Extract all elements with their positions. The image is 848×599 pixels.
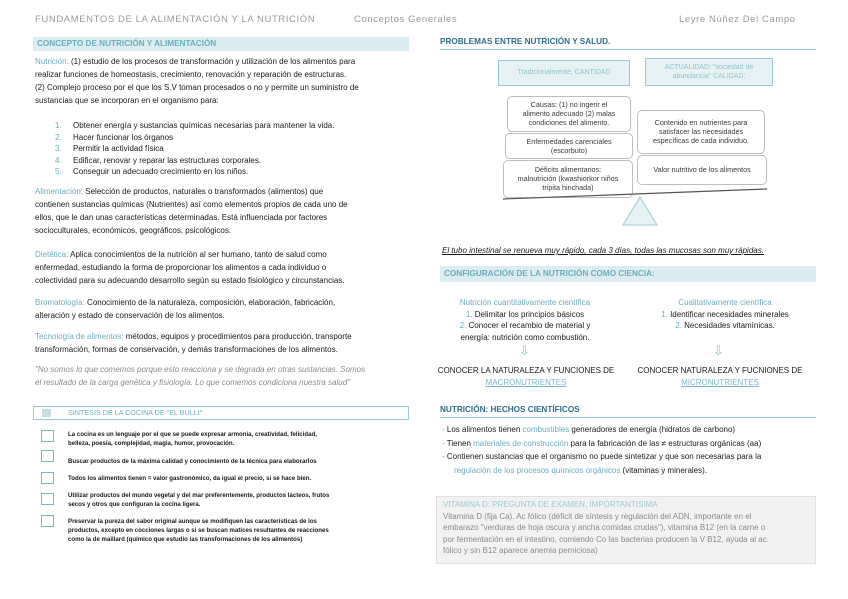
nutricion-label: Nutrición: [35,57,69,66]
qual-title: Cualitativamente científica [678,298,772,307]
vitamina-box [436,496,816,564]
tag-traditional: Tradicionalmente, CANTIDAD [498,60,630,86]
tecnologia-text: transformación, formas de conservación, y demás transformaciones de los alimentos. [35,345,338,354]
bulli-item: Buscar productos de la máxima calidad y conocimiento de la técnica para elaborarlos [68,458,317,465]
alimentacion-label: Alimentación: [35,187,84,196]
tube-note: El tubo intestinal se renueva muy rápido, cada 3 días, todas las mucosas son muy rápidas. [442,246,764,255]
bromatologia-label: Bromatología: [35,298,85,307]
conocer-macro [436,365,616,388]
balance-box-valor: Valor nutritivo de los alimentos [637,155,767,185]
list-item: 4. Edificar, renovar y reparar las estructuras corporales. [55,155,262,165]
balance-box-contenido: Contenido en nutrientes para satisfacer las necesidades específicas de cada individuo. [637,110,765,154]
bulli-item: Preservar la pureza del sabor original aunque se modifiquen las características de los productos, excepto en cocciones largas o si se buscan matices resultantes de reacciones como la de maillard (químico que estudio las transformaciones de los alimentos) [68,518,329,543]
nutricion-text: (1) estudio de los procesos de transformación y utilización de los alimentos para [68,57,356,66]
bulli-item: Todos los alimentos tienen = valor gastronómico, da igual el precio, si se hace bien. [68,475,312,482]
alimentacion-text: Selección de productos, naturales o transformados (alimentos) que [83,187,324,196]
tag-current: ACTUALIDAD: "sociedad de abundancia" CALIDAD: [645,58,773,86]
list-item: - Los alimentos tienen combustibles generadores de energía (hidratos de carbono) [442,425,736,434]
balance-beam [503,189,767,199]
tecnologia-label: Tecnología de alimentos: [35,332,124,341]
checkbox[interactable] [41,515,54,527]
list-item: - Tienen materiales de construcción para la fabricación de las ≠ estructuras orgánicas (aa) [442,438,762,448]
arrow-down-icon: ⇩ [713,343,724,358]
section-title-problemas: PROBLEMAS ENTRE NUTRICIÓN Y SALUD. [440,37,816,50]
list-item: 2. Necesidades vitamínicas. [675,321,775,330]
list-item-cont: regulación de los procesos químicos orgánicos (vitaminas y minerales). [454,465,707,475]
section-title-concepto: CONCEPTO DE NUTRICIÓN Y ALIMENTACIÓN [33,37,409,51]
balance-scale [495,185,785,235]
list-item: 1. Identificar necesidades minerales [661,309,789,319]
nutricion-text: sustancias que se incorporan en el organismo para: [35,96,219,105]
header-author: Leyre Núñez Del Campo [679,14,796,25]
dietetica-text: colectividad para su adecuando desarrollo según su estado fisiológico y circunstancias. [35,276,345,285]
alimentacion-paragraph [35,185,425,237]
quote-line: "No somos lo que comemos porque esto reacciona y se degrada en otras sustancias. Somos [35,365,366,374]
header-subject: FUNDAMENTOS DE LA ALIMENTACIÓN Y LA NUTRICIÓN [35,14,316,25]
dietetica-paragraph [35,248,425,287]
vitamina-title: VITAMINA D: PREGUNTA DE EXAMEN, IMPORTANTISIMA [443,500,658,509]
checkbox[interactable] [41,472,54,484]
section-title-config: CONFIGURACIÓN DE LA NUTRICIÓN COMO CIENCIA: [440,266,816,282]
checkbox[interactable] [41,450,54,462]
bromatologia-text: Conocimiento de la naturaleza, composición, elaboración, fabricación, [84,298,336,307]
alimentacion-text: ellos, que le dan unas características determinadas. Está influenciada por factores [35,213,328,222]
nutricion-paragraph [35,55,425,107]
bulli-title: SINTESIS DE LA COCINA DE "EL BULLI" [68,408,203,417]
vitamina-text: fólico y sin B12 aparece anemia perniciosa) [443,546,598,556]
vitamina-text: por fermentación en el intestino, comiendo Co las bacterias producen la V B12, ayuda al ac. [443,534,769,544]
vitamina-text: Vitamina D (fija Ca). Ac fólico (déficit de síntesis y regulación del ADN, importante en el [443,511,752,521]
bulli-title-box [33,406,409,420]
conocer-micro [630,365,810,388]
conocer-text: CONOCER LA NATURALEZA Y FUNCIONES DE [437,366,615,375]
quote-line: el resultado de la carga genética y fisiología. Lo que comemos condiciona nuestra salud" [35,378,351,387]
balance-box-causes: Causas: (1) no ingerir el alimento adecuado (2) malas condiciones del alimento. [507,96,631,132]
section-title-hechos: NUTRICIÓN: HECHOS CIENTÍFICOS [440,405,816,418]
dietetica-text: enfermedad, estudiando la forma de proporcionar los alimentos a cada individuo o [35,263,327,272]
alimentacion-text: socioculturales, económicos, geográficos, psicológicos. [35,226,232,235]
list-item: 2. Hacer funcionar los órganos [55,132,174,142]
header-topic: Conceptos Generales [354,14,458,25]
tecnologia-text: métodos, equipos y procedimientos para producción, transporte [123,332,352,341]
bulli-item: Utilizar productos del mundo vegetal y del mar preferentemente, productos lácteos, frutos secos y otros que configuran la cocina ligera. [68,492,330,508]
quote [35,363,425,389]
dietetica-text: Aplica conocimientos de la nutrición al ser humano, tanto de salud como [68,250,327,259]
list-item-cont: energía: nutrición como combustión. [460,332,590,342]
list-item: - Contienen sustancias que el organismo no puede sintetizar y que son necesarias para la [442,452,762,461]
balance-box-deficits: Déficits alimentarios: malnutrición (kwashiorkor niños tripita hinchada) [503,160,633,198]
list-item: 1. Obtener energía y sustancias químicas necesarias para mantener la vida. [55,121,335,130]
quant-block [440,297,610,343]
bromatologia-paragraph [35,296,425,322]
list-item: 5. Conseguir un adecuado crecimiento en los niños. [55,167,249,176]
nutricion-text: (2) Complejo proceso por el que los S.V toman procesados o no y permite un suministro de [35,83,359,92]
micronutrientes-link[interactable]: MICRONUTRIENTES [681,377,759,387]
list-item: 3. Permitir la actividad física [55,144,164,153]
square-icon [42,409,51,417]
list-item: 2. Conocer el recambio de material y [459,321,591,330]
bromatologia-text: alteración y estado de conservación de los alimentos. [35,311,225,320]
hechos-list [442,423,822,477]
list-item: 1. Delimitar los principios básicos [465,309,585,319]
checkbox[interactable] [41,493,54,505]
quant-title: Nutrición cuantitativamente científica [459,298,591,307]
vitamina-text: embarazo "verduras de hoja oscura y ancha comidas crudas"), vitamina B12 (en la carne o [443,523,766,533]
balance-fulcrum [623,197,657,225]
tecnologia-paragraph [35,330,425,356]
alimentacion-text: contienen sustancias químicas (Nutrientes) así como elementos propios de cada uno de [35,200,348,209]
conocer-text: CONOCER NATURALEZA Y FUCNIONES DE [637,366,803,375]
bulli-item: La cocina es un lenguaje por el que se puede expresar armonía, creatividad, felicidad, belleza, poesía, complejidad, magia, humor, provocación. [68,431,317,447]
checkbox[interactable] [41,430,54,442]
balance-box-carenciales: Enfermedades carenciales (escorbuto) [505,133,633,159]
qual-block [640,297,810,332]
nutricion-text: realizar funciones de homeostasis, crecimiento, renovación y reparación de estructuras. [35,70,347,79]
arrow-down-icon: ⇩ [519,343,530,358]
functions-list [55,120,405,178]
macronutrientes-link[interactable]: MACRONUTRIENTES [485,377,567,387]
dietetica-label: Dietética: [35,250,69,259]
